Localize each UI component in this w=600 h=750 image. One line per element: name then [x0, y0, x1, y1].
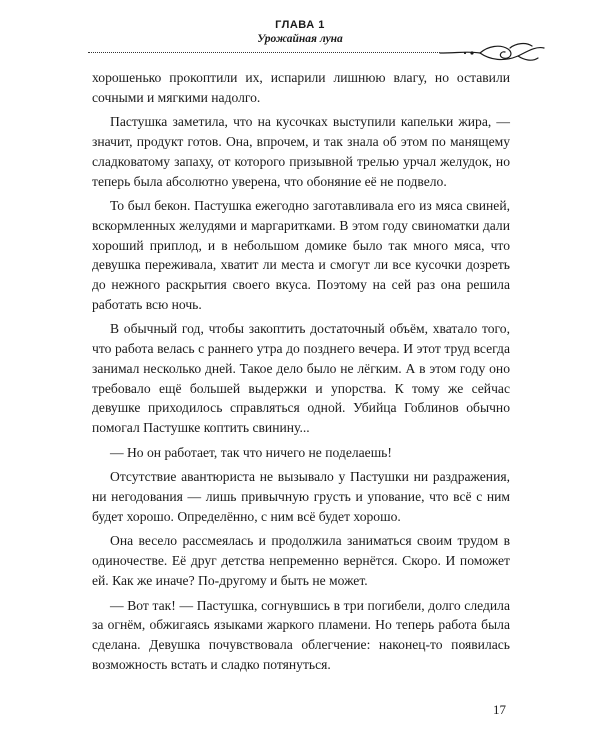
paragraph: Отсутствие авантюриста не вызывало у Пастушки ни раздражения, ни негодования — лишь привычную грусть и упование, что всё с ним будет хорошо. Определённо, с ним всё будет хорошо.: [92, 469, 510, 524]
page-number: 17: [493, 702, 506, 717]
page-body: [92, 68, 510, 679]
paragraph: — Но он работает, так что ничего не поделаешь!: [110, 444, 392, 460]
paragraph: хорошенько прокоптили их, испарили лишнюю влагу, но оставили сочными и мягкими надолго.: [92, 70, 510, 105]
flourish-ornament-icon: [438, 40, 548, 66]
paragraph: Пастушка заметила, что на кусочках выступили капельки жира, — значит, продукт готов. Она, впрочем, и так знала об этом по манящему сладковатому запаху, от которого призывной трелью урчал желудок, но теперь была абсолютно уверена, что обоняние её не подвело.: [92, 114, 510, 189]
chapter-title: Урожайная луна: [257, 33, 343, 45]
paragraph: — Вот так! — Пастушка, согнувшись в три погибели, долго следила за огнём, обжигаясь языками жаркого пламени. Но теперь работа была сделана. Девушка почувствовала облегчение: наконец-то появилась возможность встать и сладко потянуться.: [92, 597, 510, 672]
paragraph: То был бекон. Пастушка ежегодно заготавливала его из мяса свиней, вскормленных желудями и маргаритками. В этом году свиноматки дали хороший приплод, и в небольшом домике было так много мяса, что девушка переживала, хватит ли места и смогут ли все кусочки дозреть до нежного раскрытия своего вкуса. Поэтому на сей раз она решила работать всю ночь.: [92, 198, 510, 312]
chapter-label: ГЛАВА 1: [275, 19, 325, 31]
header-rule: [88, 52, 440, 53]
paragraph: Она весело рассмеялась и продолжила заниматься своим трудом в одиночестве. Её друг детства непременно вернётся. Скоро. И поможет ей. Как же иначе? По-другому и быть не может.: [92, 533, 510, 588]
paragraph: В обычный год, чтобы закоптить достаточный объём, хватало того, что работа велась с раннего утра до позднего вечера. И этот труд всегда занимал несколько дней. Такое дело было не лёгким. А в этом году оно требовало ещё большей выдержки и упорства. К тому же сейчас девушке приходилось справляться одной. Убийца Гоблинов обычно помогал Пастушке коптить свинину...: [92, 321, 510, 435]
